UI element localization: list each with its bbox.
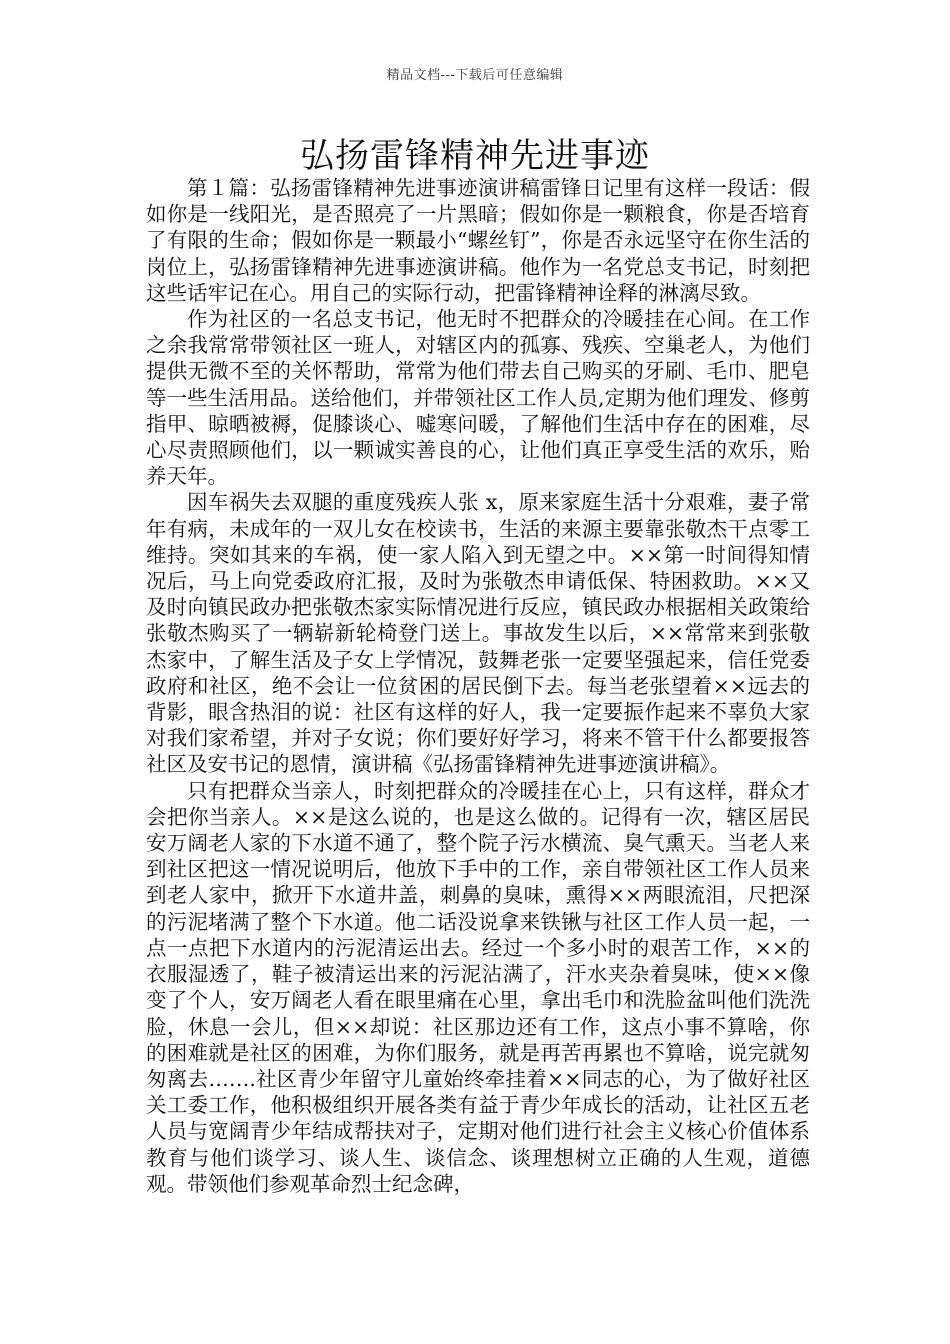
page-header: 精品文档---下载后可任意编辑 [386, 68, 564, 83]
document-title: 弘扬雷锋精神先进事迹 [300, 136, 650, 176]
paragraph: 作为社区的一名总支书记，他无时不把群众的冷暖挂在心间。在工作之余我常常带领社区一班人，对辖区内的孤寡、残疾、空巢老人，为他们提供无微不至的关怀帮助，常常为他们带去自己购买的牙刷、毛巾、肥皂等一些生活用品。送给他们，并带领社区工作人员,定期为他们理发、修剪指甲、晾晒被褥，促膝谈心、嘘寒问暖，了解他们生活中存在的困难，尽心尽责照顾他们，以一颗诚实善良的心，让他们真正享受生活的欢乐，贻养天年。 [146, 307, 810, 489]
paragraph: 第１篇：弘扬雷锋精神先进事迹演讲稿雷锋日记里有这样一段话：假如你是一线阳光，是否照亮了一片黑暗；假如你是一颗粮食，你是否培育了有限的生命；假如你是一颗最小“螺丝钉”，你是否永远坚守在你生活的岗位上，弘扬雷锋精神先进事迹演讲稿。他作为一名党总支书记，时刻把这些话牢记在心。用自己的实际行动，把雷锋精神诠释的淋漓尽致。 [146, 176, 810, 305]
paragraph: 因车祸失去双腿的重度残疾人张 x，原来家庭生活十分艰难，妻子常年有病，未成年的一双儿女在校读书，生活的来源主要靠张敬杰干点零工维持。突如其来的车祸，使一家人陷入到无望之中。××第一时间得知情况后，马上向党委政府汇报，及时为张敬杰申请低保、特困救助。××又及时向镇民政办把张敬杰家实际情况进行反应，镇民政办根据相关政策给张敬杰购买了一辆崭新轮椅登门送上。事故发生以后，××常常来到张敬杰家中，了解生活及子女上学情况，鼓舞老张一定要坚强起来，信任党委政府和社区，绝不会让一位贫困的居民倒下去。每当老张望着××远去的背影，眼含热泪的说：社区有这样的好人，我一定要振作起来不辜负大家对我们家希望，并对子女说；你们要好好学习，将来不管干什么都要报答社区及安书记的恩情，演讲稿《弘扬雷锋精神先进事迹演讲稿》。 [146, 490, 810, 777]
document-body [146, 175, 810, 1197]
paragraph: 只有把群众当亲人，时刻把群众的冷暖挂在心上，只有这样，群众才会把你当亲人。××是这么说的，也是这么做的。记得有一次，辖区居民安万阔老人家的下水道不通了，整个院子污水横流、臭气熏天。当老人来到社区把这一情况说明后，他放下手中的工作，亲自带领社区工作人员来到老人家中，掀开下水道井盖，刺鼻的臭味，熏得××两眼流泪，尺把深的污泥堵满了整个下水道。他二话没说拿来铁锹与社区工作人员一起，一点一点把下水道内的污泥清运出去。经过一个多小时的艰苦工作，××的衣服湿透了，鞋子被清运出来的污泥沾满了，汗水夹杂着臭味，使××像变了个人，安万阔老人看在眼里痛在心里，拿出毛巾和洗脸盆叫他们洗洗脸，休息一会儿，但××却说：社区那边还有工作，这点小事不算啥，你的困难就是社区的困难，为你们服务，就是再苦再累也不算啥，说完就匆匆离去…….社区青少年留守儿童始终牵挂着××同志的心，为了做好社区关工委工作，他积极组织开展各类有益于青少年成长的活动，让社区五老人员与宽阔青少年结成帮扶对子，定期对他们进行社会主义核心价值体系教育与他们谈学习、谈人生、谈信念、谈理想树立正确的人生观，道德观。带领他们参观革命烈士纪念碑， [146, 778, 810, 1196]
